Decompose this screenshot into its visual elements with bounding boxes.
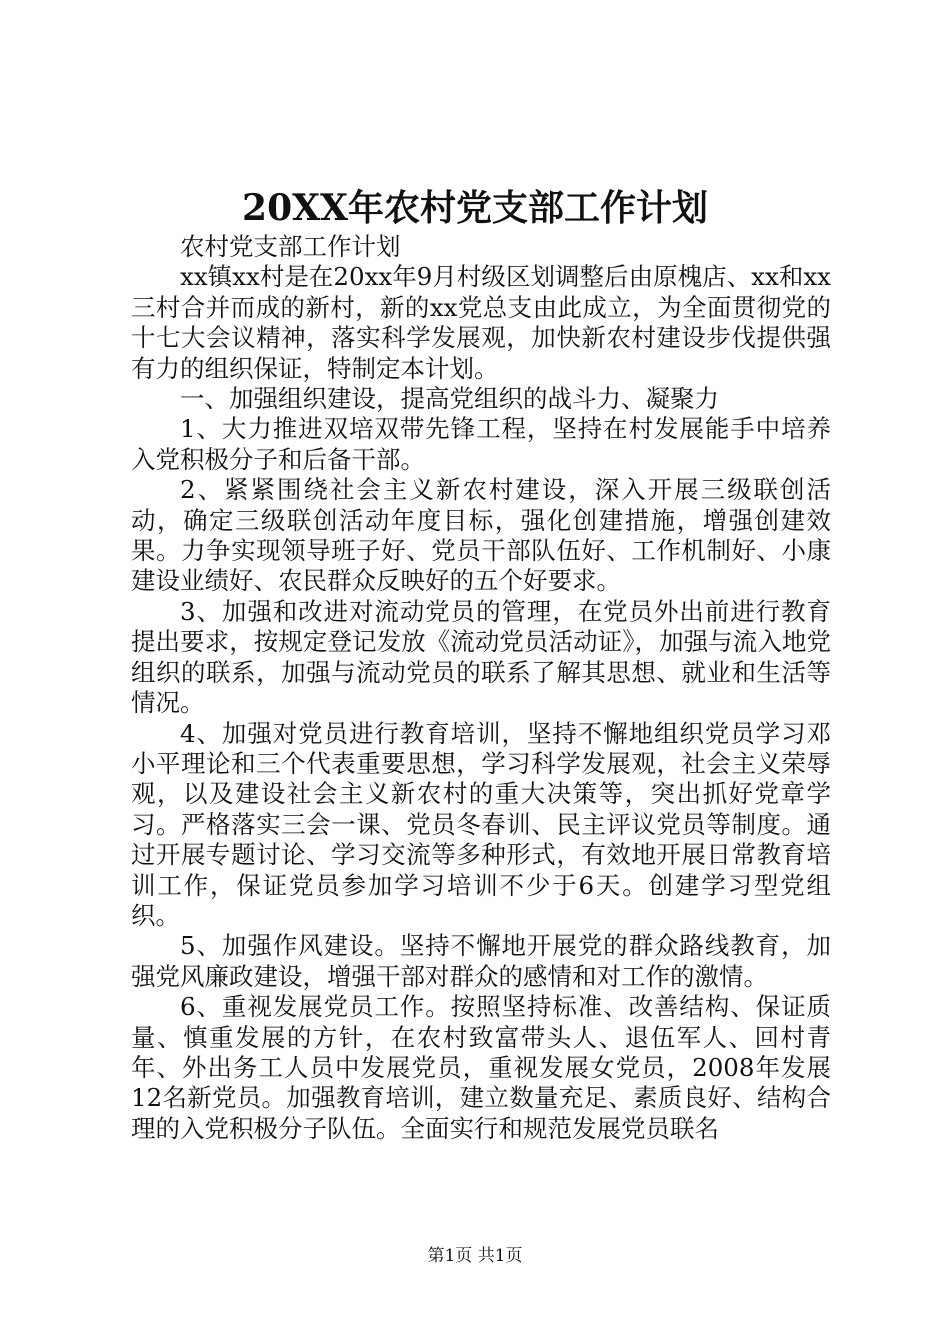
section-heading: 一、加强组织建设，提高党组织的战斗力、凝聚力 bbox=[180, 384, 719, 414]
paragraph-subtitle: 农村党支部工作计划 bbox=[180, 232, 401, 261]
paragraph-intro: xx镇xx村是在20xx年9月村级区划调整后由原槐店、xx和xx三村合并而成的新村，新的xx党总支由此成立，为全面贯彻党的十七大会议精神，落实科学发展观，加快新农村建设步伐提供强有力的组织保证，特制定本计划。 bbox=[131, 262, 831, 383]
paragraph-item-5: 5、加强作风建设。坚持不懈地开展党的群众路线教育，加强党风廉政建设，增强干部对群众的感情和对工作的激情。 bbox=[131, 931, 831, 991]
document-body bbox=[131, 232, 831, 1144]
paragraph-item-4: 4、加强对党员进行教育培训，坚持不懈地组织党员学习邓小平理论和三个代表重要思想，学习科学发展观，社会主义荣辱观，以及建设社会主义新农村的重大决策等，突出抓好党章学习。严格落实三会一课、党员冬春训、民主评议党员等制度。通过开展专题讨论、学习交流等多种形式，有效地开展日常教育培训工作，保证党员参加学习培训不少于6天。创建学习型党组织。 bbox=[131, 718, 831, 930]
paragraph-item-2: 2、紧紧围绕社会主义新农村建设，深入开展三级联创活动，确定三级联创活动年度目标，强化创建措施，增强创建效果。力争实现领导班子好、党员干部队伍好、工作机制好、小康建设业绩好、农民群众反映好的五个好要求。 bbox=[131, 475, 831, 596]
document-title: 20XX年农村党支部工作计划 bbox=[242, 187, 708, 229]
page-footer: 第1页 共1页 bbox=[427, 1246, 523, 1266]
paragraph-item-1: 1、大力推进双培双带先锋工程，坚持在村发展能手中培养入党积极分子和后备干部。 bbox=[131, 414, 831, 474]
paragraph-item-6: 6、重视发展党员工作。按照坚持标准、改善结构、保证质量、慎重发展的方针，在农村致富带头人、退伍军人、回村青年、外出务工人员中发展党员，重视发展女党员，2008年发展12名新党员。加强教育培训，建立数量充足、素质良好、结构合理的入党积极分子队伍。全面实行和规范发展党员联名 bbox=[131, 992, 831, 1143]
paragraph-item-3: 3、加强和改进对流动党员的管理，在党员外出前进行教育提出要求，按规定登记发放《流动党员活动证》，加强与流入地党组织的联系，加强与流动党员的联系了解其思想、就业和生活等情况。 bbox=[131, 596, 831, 718]
